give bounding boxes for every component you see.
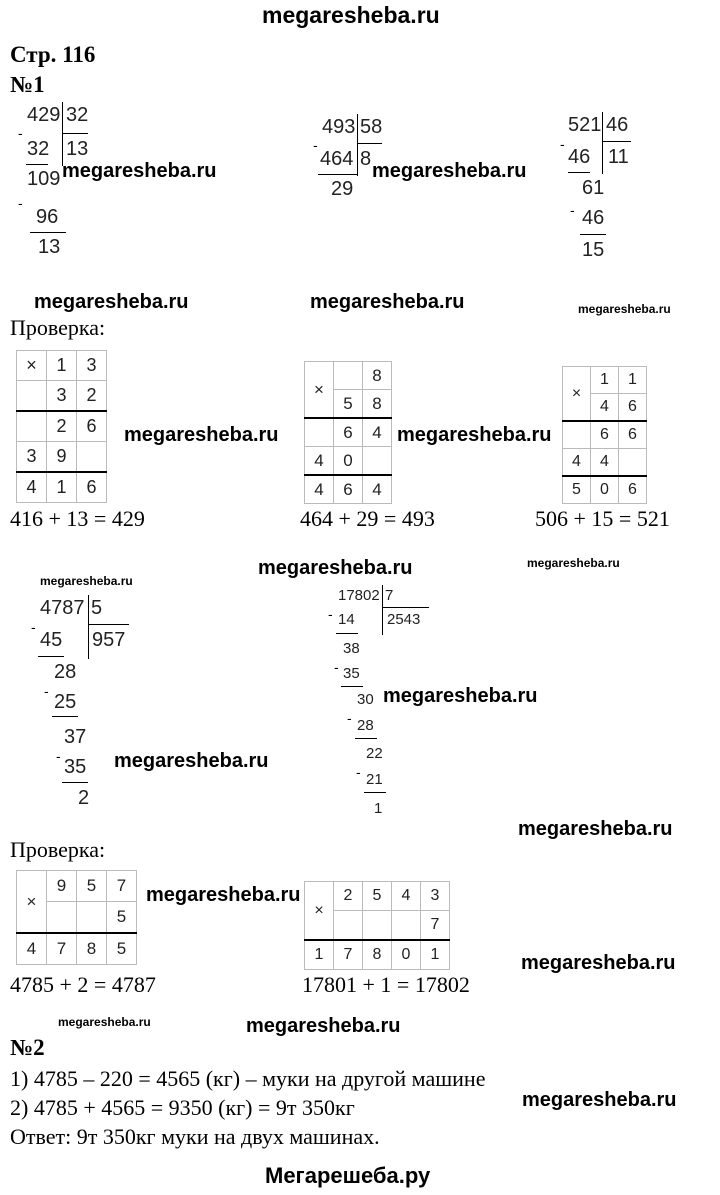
grid-cell: 7 [334,940,363,970]
quotient: 957 [92,629,126,651]
grid-cell [392,911,421,941]
minus-sign: - [18,125,23,141]
watermark: megaresheba.ru [146,884,301,906]
multiplication-check-2543x7 [304,881,450,970]
sub-line [30,232,66,233]
grid-cell: 0 [334,447,363,476]
sub-line [26,164,48,165]
quotient: 13 [66,138,89,160]
minus-sign: - [328,606,333,622]
minus-sign: - [44,683,49,699]
grid-cell [563,421,591,449]
check-equation: 464 + 29 = 493 [300,506,435,531]
remainder: 13 [38,236,61,258]
watermark: megaresheba.ru [34,291,189,313]
sub-line [355,738,377,739]
watermark: megaresheba.ru [372,160,527,182]
subtrahend: 25 [54,691,77,713]
remainder-step: 37 [64,726,87,748]
grid-cell: 4 [591,394,619,422]
times-sign: × [563,367,591,422]
grid-cell: 1 [47,351,77,381]
subtrahend: 46 [568,146,591,168]
subtrahend: 14 [338,611,355,628]
sub-line [580,234,606,235]
grid-cell: 4 [363,475,392,504]
divisor: 32 [66,104,89,126]
grid-cell: 1 [47,472,77,503]
task-2-title: №2 [10,1035,45,1060]
grid-cell: 4 [591,449,619,477]
remainder: 1 [374,800,383,817]
dividend: 4787 [40,597,85,619]
grid-cell: 6 [334,418,363,447]
grid-cell: 1 [305,940,334,970]
division-bar [357,114,358,176]
grid-cell [305,418,334,447]
grid-cell: 1 [591,367,619,394]
grid-cell: 2 [334,882,363,911]
subtrahend: 21 [366,771,383,788]
remainder-step: 38 [343,640,360,657]
watermark: megaresheba.ru [58,1015,151,1029]
divisor: 7 [385,587,394,604]
division-bar [62,102,63,166]
minus-sign: - [560,136,565,152]
check-label: Проверка: [10,837,106,862]
minus-sign: - [356,764,361,780]
grid-cell: 5 [563,476,591,504]
solution-line-1: 1) 4785 – 220 = 4565 (кг) – муки на другой машине [10,1066,486,1091]
watermark-header: megaresheba.ru [262,2,440,28]
sub-line [318,174,358,175]
grid-cell: 5 [334,390,363,419]
divisor: 5 [91,597,103,619]
multiplication-check-58x8 [304,361,392,504]
minus-sign: - [18,195,23,211]
grid-cell [17,381,47,412]
watermark: megaresheba.ru [124,424,279,446]
times-sign: × [17,351,47,381]
watermark: megaresheba.ru [518,818,673,840]
subtrahend: 46 [582,207,605,229]
times-sign: × [17,871,47,934]
grid-cell: 8 [363,390,392,419]
dividend: 17802 [338,587,380,604]
quotient: 11 [608,146,629,168]
watermark: megaresheba.ru [246,1015,401,1037]
subtrahend: 28 [357,717,374,734]
grid-cell: 6 [619,476,647,504]
minus-sign: - [313,137,318,153]
remainder: 29 [331,178,354,200]
divisor: 58 [360,116,383,138]
grid-cell: 6 [77,411,107,442]
multiplication-check-957x5 [16,870,137,965]
sub-line [336,633,358,634]
grid-cell: 5 [77,871,107,902]
grid-cell: 6 [619,394,647,422]
grid-cell: 4 [305,475,334,504]
watermark: megaresheba.ru [522,1089,677,1111]
grid-cell: 8 [363,362,392,390]
subtrahend: 45 [40,629,63,651]
grid-cell: 8 [363,940,392,970]
grid-cell [334,362,363,390]
sub-line [341,686,363,687]
remainder-step: 28 [54,661,77,683]
grid-cell [77,902,107,934]
grid-cell [47,902,77,934]
grid-cell [77,442,107,473]
grid-cell: 3 [17,442,47,473]
grid-cell: 5 [107,902,137,934]
grid-cell: 5 [363,882,392,911]
dividend: 429 [27,104,61,126]
grid-cell: 4 [17,472,47,503]
remainder-step: 30 [357,691,374,708]
remainder-step: 22 [366,745,383,762]
watermark: megaresheba.ru [578,302,671,316]
remainder: 15 [582,239,605,261]
dividend: 493 [322,116,356,138]
grid-cell: 4 [563,449,591,477]
sub-line [52,716,78,717]
sub-line [38,656,64,657]
minus-sign: - [347,710,352,726]
grid-cell: 3 [77,351,107,381]
grid-cell: 1 [619,367,647,394]
sub-line [568,172,590,173]
subtrahend: 35 [343,665,360,682]
watermark-footer: Мегарешеба.ру [265,1163,431,1188]
page-number-title: Стр. 116 [10,42,96,67]
check-label: Проверка: [10,315,106,340]
grid-cell: 6 [619,421,647,449]
grid-cell: 6 [334,475,363,504]
sub-line [364,792,386,793]
subtrahend: 464 [320,148,354,170]
grid-cell: 4 [392,882,421,911]
remainder-step: 109 [27,168,61,190]
division-bar [602,112,603,174]
grid-cell: 6 [591,421,619,449]
grid-cell: 2 [47,411,77,442]
grid-cell: 3 [421,882,450,911]
quotient-line [358,143,382,144]
check-equation: 17801 + 1 = 17802 [302,972,470,997]
subtrahend: 35 [64,756,87,778]
minus-sign: - [56,748,61,764]
answer-line: Ответ: 9т 350кг муки на двух машинах. [10,1124,380,1149]
remainder-step: 61 [582,177,605,199]
grid-cell: 9 [47,871,77,902]
grid-cell: 8 [77,933,107,965]
watermark: megaresheba.ru [62,160,217,182]
quotient-line [383,607,429,608]
sub-line [62,782,88,783]
grid-cell: 4 [363,418,392,447]
quotient: 8 [360,148,372,170]
grid-cell: 9 [47,442,77,473]
grid-cell: 7 [47,933,77,965]
grid-cell [619,449,647,477]
watermark: megaresheba.ru [114,750,269,772]
grid-cell: 7 [107,871,137,902]
grid-cell: 0 [392,940,421,970]
check-equation: 4785 + 2 = 4787 [10,972,156,997]
watermark: megaresheba.ru [521,952,676,974]
multiplication-check-13x32 [16,350,107,503]
division-bar [88,595,89,659]
grid-cell: 5 [107,933,137,965]
divisor: 46 [606,114,629,136]
grid-cell: 3 [47,381,77,412]
watermark: megaresheba.ru [258,557,413,579]
grid-cell: 4 [17,933,47,965]
grid-cell: 6 [77,472,107,503]
grid-cell: 2 [77,381,107,412]
division-bar [382,585,383,635]
minus-sign: - [570,202,575,218]
grid-cell: 7 [421,911,450,941]
minus-sign: - [334,659,339,675]
multiplication-check-11x46 [562,366,647,504]
task-1-title: №1 [10,72,45,97]
watermark: megaresheba.ru [383,685,538,707]
solution-line-2: 2) 4785 + 4565 = 9350 (кг) = 9т 350кг [10,1095,355,1120]
times-sign: × [305,362,334,419]
grid-cell [363,911,392,941]
grid-cell: 4 [305,447,334,476]
check-equation: 506 + 15 = 521 [535,506,670,531]
subtrahend: 96 [36,206,59,228]
check-equation: 416 + 13 = 429 [10,506,145,531]
dividend: 521 [568,114,602,136]
watermark: megaresheba.ru [310,291,465,313]
grid-cell [334,911,363,941]
minus-sign: - [31,619,36,635]
grid-cell [363,447,392,476]
grid-cell [17,411,47,442]
watermark: megaresheba.ru [40,574,133,588]
grid-cell: 1 [421,940,450,970]
grid-cell: 0 [591,476,619,504]
watermark: megaresheba.ru [527,556,620,570]
quotient-line [603,141,631,142]
quotient: 2543 [387,611,421,628]
quotient-line [63,133,88,134]
subtrahend: 32 [27,138,50,160]
quotient-line [89,624,129,625]
times-sign: × [305,882,334,941]
watermark: megaresheba.ru [397,424,552,446]
remainder: 2 [78,787,90,809]
